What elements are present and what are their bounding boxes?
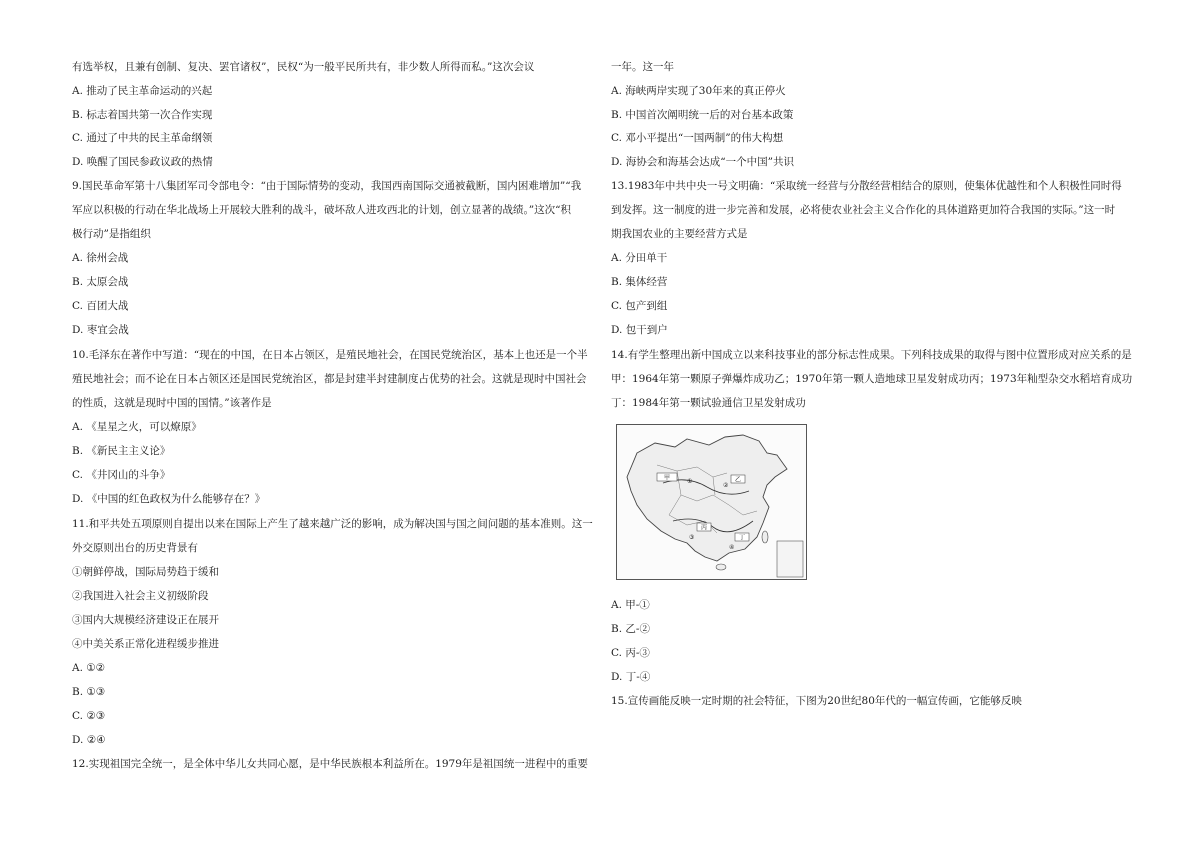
q8-option-b: B. 标志着国共第一次合作实现: [72, 109, 213, 121]
map-label-2: ②: [723, 482, 729, 489]
q9-stem-line3: 极行动”是指组织: [72, 228, 151, 240]
q15-stem: 15.宣传画能反映一定时期的社会特征，下图为20世纪80年代的一幅宣传画，它能够反映: [611, 695, 1022, 707]
q8-option-d: D. 唤醒了国民参政议政的热情: [72, 156, 213, 168]
q11-item-2: ②我国进入社会主义初级阶段: [72, 590, 209, 602]
q11-option-b: B. ①③: [72, 686, 106, 698]
q13-stem-line1: 13.1983年中共中央一号文明确：“采取统一经营与分散经营相结合的原则，使集体优越性和个人积极性同时得: [611, 180, 1122, 192]
q10-option-d: D. 《中国的红色政权为什么能够存在？》: [72, 493, 266, 505]
q9-option-c: C. 百团大战: [72, 300, 129, 312]
q11-item-3: ③国内大规模经济建设正在展开: [72, 614, 219, 626]
q11-option-d: D. ②④: [72, 734, 106, 746]
q14-option-c: C. 丙-③: [611, 647, 650, 659]
q13-stem-line3: 期我国农业的主要经营方式是: [611, 228, 748, 240]
q9-option-b: B. 太原会战: [72, 276, 129, 288]
china-map-figure: [616, 424, 807, 580]
q12-stem: 12.实现祖国完全统一，是全体中华儿女共同心愿，是中华民族根本利益所在。1979年是祖国统一进程中的重要: [72, 758, 588, 770]
q10-stem-line2: 殖民地社会；而不论在日本占领区还是国民党统治区，都是封建半封建制度占优势的社会。这就是现时中国社会: [72, 373, 587, 385]
q14-stem-line2: 甲：1964年第一颗原子弹爆炸成功乙；1970年第一颗人造地球卫星发射成功丙；1973年籼型杂交水稻培育成功: [611, 373, 1133, 385]
q11-item-1: ①朝鲜停战，国际局势趋于缓和: [72, 566, 219, 578]
q12-option-a: A. 海峡两岸实现了30年来的真正停火: [611, 85, 786, 97]
map-label-jia: 甲: [663, 474, 671, 482]
q11-stem-line1: 11.和平共处五项原则自提出以来在国际上产生了越来越广泛的影响，成为解决国与国之间问题的基本准则。这一: [72, 518, 593, 530]
q12-option-c: C. 邓小平提出“一国两制”的伟大构想: [611, 132, 784, 144]
q10-option-b: B. 《新民主主义论》: [72, 445, 171, 457]
q10-option-a: A. 《星星之火，可以燎原》: [72, 421, 202, 433]
q13-option-b: B. 集体经营: [611, 276, 668, 288]
taiwan-shape: [762, 531, 768, 543]
map-label-4: ④: [729, 544, 735, 551]
q14-option-b: B. 乙-②: [611, 623, 650, 635]
q8-option-c: C. 通过了中共的民主革命纲领: [72, 132, 213, 144]
q12-stem-tail: 一年。这一年: [611, 61, 674, 73]
map-label-1: ①: [687, 478, 693, 485]
q11-option-c: C. ②③: [72, 710, 106, 722]
q14-stem-line3: 丁：1984年第一颗试验通信卫星发射成功: [611, 397, 806, 409]
q9-stem-line1: 9.国民革命军第十八集团军司令部电令：“由于国际情势的变动，我国西南国际交通被截断，国内困难增加”“我: [72, 180, 582, 192]
q10-option-c: C. 《井冈山的斗争》: [72, 469, 171, 481]
q11-stem-line2: 外交原则出台的历史背景有: [72, 542, 198, 554]
south-sea-inset: [777, 541, 803, 577]
q14-option-a: A. 甲-①: [611, 599, 650, 611]
q14-stem-line1: 14.有学生整理出新中国成立以来科技事业的部分标志性成果。下列科技成果的取得与图中位置形成对应关系的是: [611, 349, 1132, 361]
q10-stem-line1: 10.毛泽东在著作中写道：“现在的中国，在日本占领区，是殖民地社会，在国民党统治区，基本上也还是一个半: [72, 349, 588, 361]
q11-item-4: ④中美关系正常化进程缓步推进: [72, 638, 219, 650]
q9-option-d: D. 枣宜会战: [72, 324, 129, 336]
q9-stem-line2: 军应以积极的行动在华北战场上开展较大胜利的战斗，破坏敌人进攻西北的计划，创立显著的战绩。”这次“积: [72, 204, 571, 216]
q13-stem-line2: 到发挥。这一制度的进一步完善和发展，必将使农业社会主义合作化的具体道路更加符合我国的实际。”这一时: [611, 204, 1116, 216]
map-label-3: ③: [689, 534, 695, 541]
q8-option-a: A. 推动了民主革命运动的兴起: [72, 85, 213, 97]
hainan-shape: [716, 564, 726, 570]
q10-stem-line3: 的性质，这就是现时中国的国情。”该著作是: [72, 397, 272, 409]
map-label-bing: 丙: [700, 524, 708, 532]
map-label-yi: 乙: [734, 476, 742, 484]
q12-option-d: D. 海协会和海基会达成“一个中国”共识: [611, 156, 794, 168]
q11-option-a: A. ①②: [72, 662, 106, 674]
q13-option-d: D. 包干到户: [611, 324, 668, 336]
map-label-ding: 丁: [738, 534, 746, 542]
q13-option-a: A. 分田单干: [611, 252, 668, 264]
q12-option-b: B. 中国首次阐明统一后的对台基本政策: [611, 109, 794, 121]
q14-option-d: D. 丁-④: [611, 671, 651, 683]
q8-stem-tail: 有选举权，且兼有创制、复决、罢官诸权”，民权“为一般平民所共有，非少数人所得而私。”这次会议: [72, 61, 535, 73]
china-map-svg: [617, 425, 806, 579]
q13-option-c: C. 包产到组: [611, 300, 668, 312]
q9-option-a: A. 徐州会战: [72, 252, 129, 264]
